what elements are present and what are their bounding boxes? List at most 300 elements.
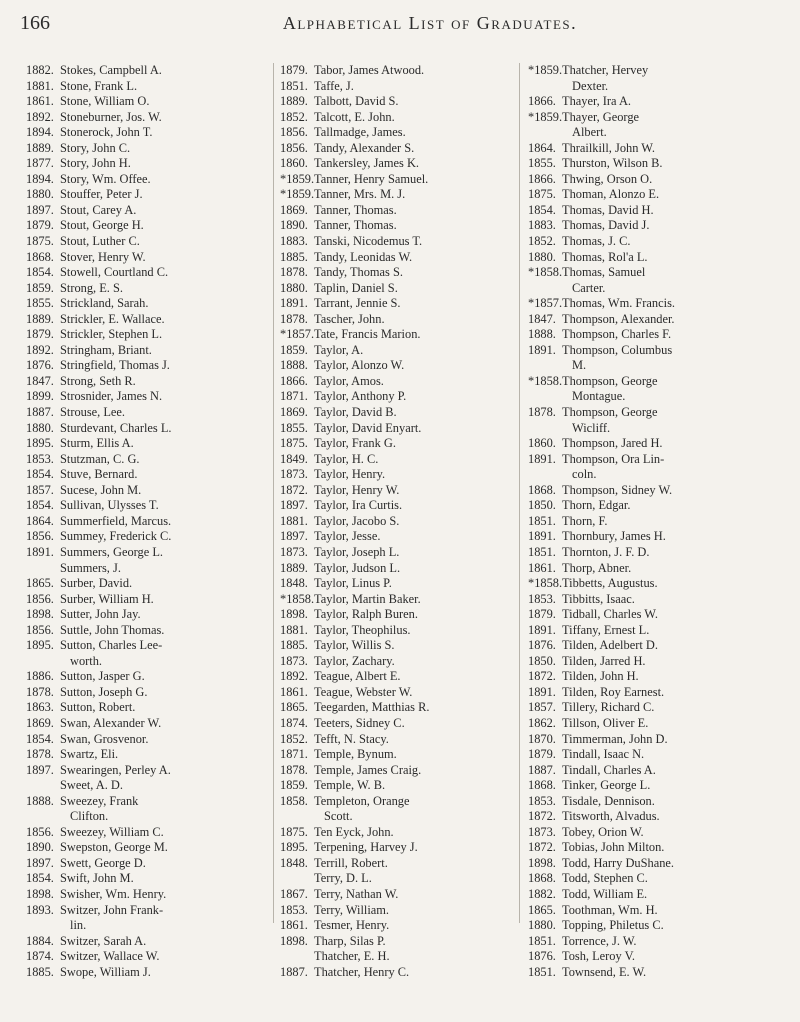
- list-item: [528, 405, 756, 436]
- graduation-year: 1872.: [528, 809, 556, 824]
- graduate-name-continuation: Wicliff.: [572, 420, 611, 435]
- graduation-year: 1853.: [280, 902, 308, 917]
- graduate-name: Surber, David.: [60, 576, 133, 591]
- list-item: [280, 607, 510, 623]
- list-item: [26, 483, 254, 499]
- list-item: [26, 949, 254, 965]
- list-item: [280, 732, 510, 748]
- list-item: [26, 327, 254, 343]
- graduation-year: 1898.: [26, 607, 54, 622]
- list-item: [26, 343, 254, 359]
- graduate-name-continuation: Albert.: [572, 125, 607, 140]
- graduation-year: 1851.: [280, 78, 308, 93]
- graduation-year: 1897.: [26, 202, 54, 217]
- graduate-name: Swan, Grosvenor.: [60, 731, 149, 746]
- list-item: [280, 592, 510, 608]
- graduation-year: 1856.: [26, 622, 54, 637]
- graduate-name: Thompson, George: [562, 405, 658, 420]
- graduation-year: 1895.: [26, 436, 54, 451]
- graduate-name: Tascher, John.: [314, 311, 385, 326]
- graduate-name: Teague, Albert E.: [314, 669, 401, 684]
- graduate-name: Tarrant, Jennie S.: [314, 296, 401, 311]
- graduation-year: 1880.: [26, 420, 54, 435]
- list-item: [528, 825, 756, 841]
- graduation-year: 1882.: [528, 886, 556, 901]
- graduate-name: Tanner, Mrs. M. J.: [314, 187, 406, 202]
- graduate-name: Stone, William O.: [60, 94, 150, 109]
- list-item: [528, 250, 756, 266]
- graduate-name: Tesmer, Henry.: [314, 918, 390, 933]
- graduate-name: Tillery, Richard C.: [562, 700, 655, 715]
- list-item: [26, 141, 254, 157]
- graduation-year: 1873.: [280, 653, 308, 668]
- graduation-year: 1861.: [528, 560, 556, 575]
- graduation-year: *1857.: [528, 296, 563, 311]
- graduation-year: 1865.: [280, 700, 308, 715]
- list-item: [528, 172, 756, 188]
- graduate-name: Tisdale, Dennison.: [562, 793, 655, 808]
- graduation-year: 1854.: [26, 498, 54, 513]
- column-1: [26, 63, 254, 980]
- list-item: [528, 576, 756, 592]
- list-item: [26, 576, 254, 592]
- graduation-year: 1876.: [528, 638, 556, 653]
- graduate-name: Stover, Henry W.: [60, 249, 146, 264]
- graduate-name: Taylor, Henry W.: [314, 482, 400, 497]
- graduation-year: 1878.: [26, 684, 54, 699]
- graduate-name: Tindall, Isaac N.: [562, 747, 645, 762]
- list-item: [280, 965, 510, 981]
- list-item: [280, 763, 510, 779]
- graduate-name: Taylor, Jacobo S.: [314, 513, 400, 528]
- graduate-name: Stout, Carey A.: [60, 202, 137, 217]
- graduate-name: Sturm, Ellis A.: [60, 436, 134, 451]
- list-item: [528, 654, 756, 670]
- graduate-name: Taylor, Judson L.: [314, 560, 401, 575]
- graduation-year: 1891.: [528, 684, 556, 699]
- graduation-year: 1878.: [280, 762, 308, 777]
- graduate-name: Tallmadge, James.: [314, 125, 406, 140]
- list-item: [26, 156, 254, 172]
- graduation-year: 1879.: [280, 63, 308, 77]
- graduation-year: 1898.: [528, 855, 556, 870]
- list-item: [26, 732, 254, 748]
- graduation-year: *1858.: [528, 576, 563, 591]
- graduate-name: Tanner, Thomas.: [314, 202, 397, 217]
- list-item: [528, 871, 756, 887]
- graduation-year: 1884.: [26, 933, 54, 948]
- graduate-name: Thomas, Rol'a L.: [562, 249, 648, 264]
- graduate-name: Taylor, Frank G.: [314, 436, 396, 451]
- list-item: [528, 732, 756, 748]
- graduation-year: 1870.: [528, 731, 556, 746]
- list-item: [528, 203, 756, 219]
- graduate-name: Tibbitts, Isaac.: [562, 591, 635, 606]
- graduation-year: 1883.: [528, 218, 556, 233]
- list-item: [528, 716, 756, 732]
- graduation-year: 1885.: [280, 638, 308, 653]
- list-item: [280, 778, 510, 794]
- list-item: [528, 561, 756, 577]
- list-item: [26, 856, 254, 872]
- list-item: [528, 343, 756, 374]
- graduate-name: Sturdevant, Charles L.: [60, 420, 172, 435]
- graduate-name: Titsworth, Alvadus.: [562, 809, 660, 824]
- graduate-name: Taylor, Henry.: [314, 467, 386, 482]
- graduate-name-continuation: M.: [572, 358, 587, 373]
- list-item: [26, 934, 254, 950]
- list-item: [528, 218, 756, 234]
- graduate-name: Todd, William E.: [562, 886, 648, 901]
- graduate-name: Tanner, Thomas.: [314, 218, 397, 233]
- list-item: [528, 965, 756, 981]
- graduate-name: Strouse, Lee.: [60, 405, 126, 420]
- list-item: [528, 778, 756, 794]
- list-item: [528, 327, 756, 343]
- graduation-year: 1852.: [528, 234, 556, 249]
- list-item: [528, 265, 756, 296]
- list-item: [528, 545, 756, 561]
- graduate-name: Tinker, George L.: [562, 778, 651, 793]
- list-item: [528, 436, 756, 452]
- graduation-year: 1861.: [280, 684, 308, 699]
- list-item: [26, 421, 254, 437]
- graduation-year: 1850.: [528, 653, 556, 668]
- graduate-name: Tibbetts, Augustus.: [562, 576, 658, 591]
- list-item: [280, 576, 510, 592]
- graduation-year: 1864.: [528, 140, 556, 155]
- graduate-name: Sweezey, Frank: [60, 793, 139, 808]
- graduate-name: Thorn, F.: [562, 513, 608, 528]
- list-item: [528, 452, 756, 483]
- graduation-year: 1879.: [528, 607, 556, 622]
- graduate-name: Tefft, N. Stacy.: [314, 731, 389, 746]
- graduation-year: 1850.: [528, 498, 556, 513]
- graduation-year: 1855.: [528, 156, 556, 171]
- graduation-year: 1867.: [280, 886, 308, 901]
- graduate-name-continuation: Carter.: [572, 280, 606, 295]
- list-item: [26, 498, 254, 514]
- list-item: [528, 809, 756, 825]
- graduate-name-continuation: worth.: [70, 653, 103, 668]
- graduate-name: Switzer, John Frank-: [60, 902, 164, 917]
- list-item: [280, 669, 510, 685]
- list-item: [26, 250, 254, 266]
- list-item: [280, 79, 510, 95]
- graduation-year: 1898.: [26, 886, 54, 901]
- graduate-name: Surber, William H.: [60, 591, 154, 606]
- graduate-name: Swift, John M.: [60, 871, 134, 886]
- graduation-year: *1859.: [280, 187, 315, 202]
- list-item: [280, 903, 510, 919]
- list-item: [280, 934, 510, 950]
- list-item: [280, 452, 510, 468]
- list-item: [280, 840, 510, 856]
- graduation-year: 1868.: [26, 249, 54, 264]
- graduation-year: 1875.: [280, 824, 308, 839]
- graduation-year: 1859.: [280, 342, 308, 357]
- graduate-name-continuation: Dexter.: [572, 78, 609, 93]
- graduate-name: Tandy, Alexander S.: [314, 140, 415, 155]
- graduate-name: Terpening, Harvey J.: [314, 840, 418, 855]
- graduation-year: 1872.: [528, 669, 556, 684]
- graduate-name: Thoman, Alonzo E.: [562, 187, 660, 202]
- graduate-name: Taplin, Daniel S.: [314, 280, 398, 295]
- graduate-name: Thayer, Ira A.: [562, 94, 631, 109]
- graduate-name: Todd, Stephen C.: [562, 871, 648, 886]
- graduation-year: 1853.: [26, 451, 54, 466]
- list-item: [26, 374, 254, 390]
- graduation-year: 1891.: [280, 296, 308, 311]
- graduate-name: Tankersley, James K.: [314, 156, 419, 171]
- graduate-name: Sutton, Robert.: [60, 700, 136, 715]
- graduate-name: Talcott, E. John.: [314, 109, 395, 124]
- list-item: [280, 405, 510, 421]
- list-item: [26, 685, 254, 701]
- graduation-year: 1897.: [280, 498, 308, 513]
- graduate-name: Swett, George D.: [60, 855, 146, 870]
- list-item: [26, 218, 254, 234]
- graduation-year: 1866.: [528, 94, 556, 109]
- list-item: [26, 763, 254, 779]
- list-item: [280, 374, 510, 390]
- list-item: [26, 389, 254, 405]
- graduate-name-continuation: Montague.: [572, 389, 626, 404]
- list-item: [280, 794, 510, 825]
- graduate-name: Taylor, Amos.: [314, 373, 384, 388]
- graduate-name: Thwing, Orson O.: [562, 171, 653, 186]
- graduate-name: Terry, William.: [314, 902, 390, 917]
- list-item: [280, 623, 510, 639]
- graduation-year: 1856.: [26, 824, 54, 839]
- list-item: [26, 296, 254, 312]
- graduation-year: 1875.: [26, 234, 54, 249]
- graduate-name: Tabor, James Atwood.: [314, 63, 425, 77]
- list-item: [280, 125, 510, 141]
- graduation-year: 1891.: [528, 622, 556, 637]
- graduate-name: Thomas, Samuel: [562, 265, 646, 280]
- graduate-name: Sutter, John Jay.: [60, 607, 141, 622]
- list-item: [528, 669, 756, 685]
- graduation-year: 1878.: [26, 747, 54, 762]
- list-item: [280, 871, 510, 887]
- graduation-year: 1899.: [26, 389, 54, 404]
- graduation-year: 1882.: [26, 63, 54, 77]
- graduate-name: Tobey, Orion W.: [562, 824, 644, 839]
- graduate-name: Taylor, H. C.: [314, 451, 379, 466]
- graduation-year: 1860.: [528, 436, 556, 451]
- graduate-name: Thatcher, Henry C.: [314, 964, 410, 979]
- graduate-name: Tanner, Henry Samuel.: [314, 171, 429, 186]
- graduate-name: Taylor, Jesse.: [314, 529, 381, 544]
- graduate-name: Tobias, John Milton.: [562, 840, 665, 855]
- graduation-year: 1852.: [280, 731, 308, 746]
- list-item: [26, 452, 254, 468]
- graduation-year: 1892.: [26, 342, 54, 357]
- list-item: [26, 545, 254, 561]
- list-item: [26, 281, 254, 297]
- graduation-year: 1887.: [528, 762, 556, 777]
- graduation-year: 1890.: [26, 840, 54, 855]
- graduate-name: Taylor, Martin Baker.: [314, 591, 421, 606]
- graduate-name: Strickland, Sarah.: [60, 296, 149, 311]
- graduate-name: Taylor, Ira Curtis.: [314, 498, 403, 513]
- list-item: [528, 887, 756, 903]
- graduation-year: 1880.: [528, 249, 556, 264]
- graduation-year: 1855.: [26, 296, 54, 311]
- graduation-year: 1880.: [26, 187, 54, 202]
- list-item: [528, 234, 756, 250]
- list-item: [528, 110, 756, 141]
- list-item: [26, 79, 254, 95]
- graduate-name: Tilden, Adelbert D.: [562, 638, 658, 653]
- list-item: [280, 94, 510, 110]
- graduate-name: Strickler, Stephen L.: [60, 327, 163, 342]
- graduate-name: Taffe, J.: [314, 78, 354, 93]
- graduate-name: Taylor, A.: [314, 342, 364, 357]
- graduate-name: Taylor, David B.: [314, 405, 397, 420]
- list-item: [26, 436, 254, 452]
- graduate-name: Stringfield, Thomas J.: [60, 358, 170, 373]
- graduation-year: 1871.: [280, 747, 308, 762]
- graduate-name: Stokes, Campbell A.: [60, 63, 162, 77]
- list-item: [26, 312, 254, 328]
- graduation-year: 1883.: [280, 234, 308, 249]
- list-item: [280, 343, 510, 359]
- graduation-year: 1895.: [26, 638, 54, 653]
- graduate-name: Sutton, Charles Lee-: [60, 638, 163, 653]
- graduate-name: Townsend, E. W.: [562, 964, 647, 979]
- graduate-name: Story, Wm. Offee.: [60, 171, 151, 186]
- graduation-year: 1880.: [528, 918, 556, 933]
- graduate-name: Swepston, George M.: [60, 840, 168, 855]
- graduate-name: Taylor, Anthony P.: [314, 389, 407, 404]
- graduation-year: 1872.: [528, 840, 556, 855]
- list-item: [280, 887, 510, 903]
- graduate-name: Swisher, Wm. Henry.: [60, 886, 167, 901]
- graduate-name: Thompson, Charles F.: [562, 327, 672, 342]
- list-item: [528, 949, 756, 965]
- graduate-name: Stout, George H.: [60, 218, 144, 233]
- graduate-name: Thomas, David J.: [562, 218, 650, 233]
- list-item: [528, 141, 756, 157]
- graduate-name: Taylor, Theophilus.: [314, 622, 411, 637]
- graduate-name: Thorp, Abner.: [562, 560, 632, 575]
- list-item: [528, 918, 756, 934]
- graduation-year: 1876.: [528, 949, 556, 964]
- list-item: [528, 529, 756, 545]
- graduation-year: 1894.: [26, 125, 54, 140]
- graduation-year: 1894.: [26, 171, 54, 186]
- graduation-year: 1861.: [280, 918, 308, 933]
- graduation-year: 1858.: [280, 793, 308, 808]
- graduation-year: 1878.: [280, 311, 308, 326]
- graduation-year: 1859.: [26, 280, 54, 295]
- graduate-name: Sweet, A. D.: [60, 778, 123, 793]
- graduate-name: Tandy, Thomas S.: [314, 265, 403, 280]
- graduation-year: 1877.: [26, 156, 54, 171]
- page-number: 166: [20, 12, 50, 34]
- list-item: [26, 514, 254, 530]
- graduation-year: 1889.: [280, 560, 308, 575]
- list-item: [528, 312, 756, 328]
- graduate-name: Sucese, John M.: [60, 482, 142, 497]
- graduate-name: Tilden, Jarred H.: [562, 653, 646, 668]
- list-item: [280, 498, 510, 514]
- list-item: [26, 125, 254, 141]
- list-item: [26, 592, 254, 608]
- list-item: [26, 965, 254, 981]
- graduation-year: 1873.: [280, 544, 308, 559]
- graduation-year: 1848.: [280, 576, 308, 591]
- graduate-name: Swope, William J.: [60, 964, 151, 979]
- list-item: [280, 389, 510, 405]
- list-item: [26, 840, 254, 856]
- graduate-name: Summey, Frederick C.: [60, 529, 172, 544]
- list-item: [528, 483, 756, 499]
- graduate-name: Sutton, Joseph G.: [60, 684, 148, 699]
- graduate-name: Templeton, Orange: [314, 793, 410, 808]
- graduate-name: Tilden, John H.: [562, 669, 639, 684]
- graduate-name: Summers, J.: [60, 560, 121, 575]
- graduate-name: Stowell, Courtland C.: [60, 265, 169, 280]
- graduate-name: Thorn, Edgar.: [562, 498, 631, 513]
- graduate-name-continuation: lin.: [70, 918, 87, 933]
- graduate-name: Thayer, George: [562, 109, 640, 124]
- graduation-year: 1860.: [280, 156, 308, 171]
- graduation-year: 1891.: [528, 451, 556, 466]
- graduation-year: 1853.: [528, 793, 556, 808]
- graduate-name: Strong, E. S.: [60, 280, 123, 295]
- list-item: [26, 358, 254, 374]
- graduate-name: Temple, W. B.: [314, 778, 386, 793]
- list-item: [528, 763, 756, 779]
- list-item: [280, 747, 510, 763]
- graduation-year: 1890.: [280, 218, 308, 233]
- list-item: [26, 794, 254, 825]
- graduate-name: Taylor, Joseph L.: [314, 544, 400, 559]
- list-item: [26, 63, 254, 79]
- list-item: [280, 856, 510, 872]
- list-item: [528, 94, 756, 110]
- graduate-name: Topping, Philetus C.: [562, 918, 664, 933]
- graduation-year: 1872.: [280, 482, 308, 497]
- graduation-year: 1892.: [280, 669, 308, 684]
- graduate-name: Teague, Webster W.: [314, 684, 413, 699]
- graduate-name: Stone, Frank L.: [60, 78, 138, 93]
- list-item: [528, 747, 756, 763]
- graduation-year: 1851.: [528, 933, 556, 948]
- list-item: [26, 529, 254, 545]
- list-item: [26, 638, 254, 669]
- list-item: [280, 250, 510, 266]
- graduation-year: 1889.: [26, 311, 54, 326]
- graduation-year: 1865.: [26, 576, 54, 591]
- graduate-name: Thompson, Jared H.: [562, 436, 663, 451]
- list-item: [280, 421, 510, 437]
- graduate-name: Swan, Alexander W.: [60, 715, 162, 730]
- graduation-year: 1854.: [26, 731, 54, 746]
- list-item: [280, 436, 510, 452]
- graduate-name: Tindall, Charles A.: [562, 762, 656, 777]
- list-item: [26, 903, 254, 934]
- graduation-year: 1865.: [528, 902, 556, 917]
- graduation-year: 1881.: [280, 513, 308, 528]
- graduate-name: Thompson, Sidney W.: [562, 482, 673, 497]
- graduation-year: 1851.: [528, 544, 556, 559]
- graduation-year: *1858.: [280, 591, 315, 606]
- list-item: [280, 949, 510, 965]
